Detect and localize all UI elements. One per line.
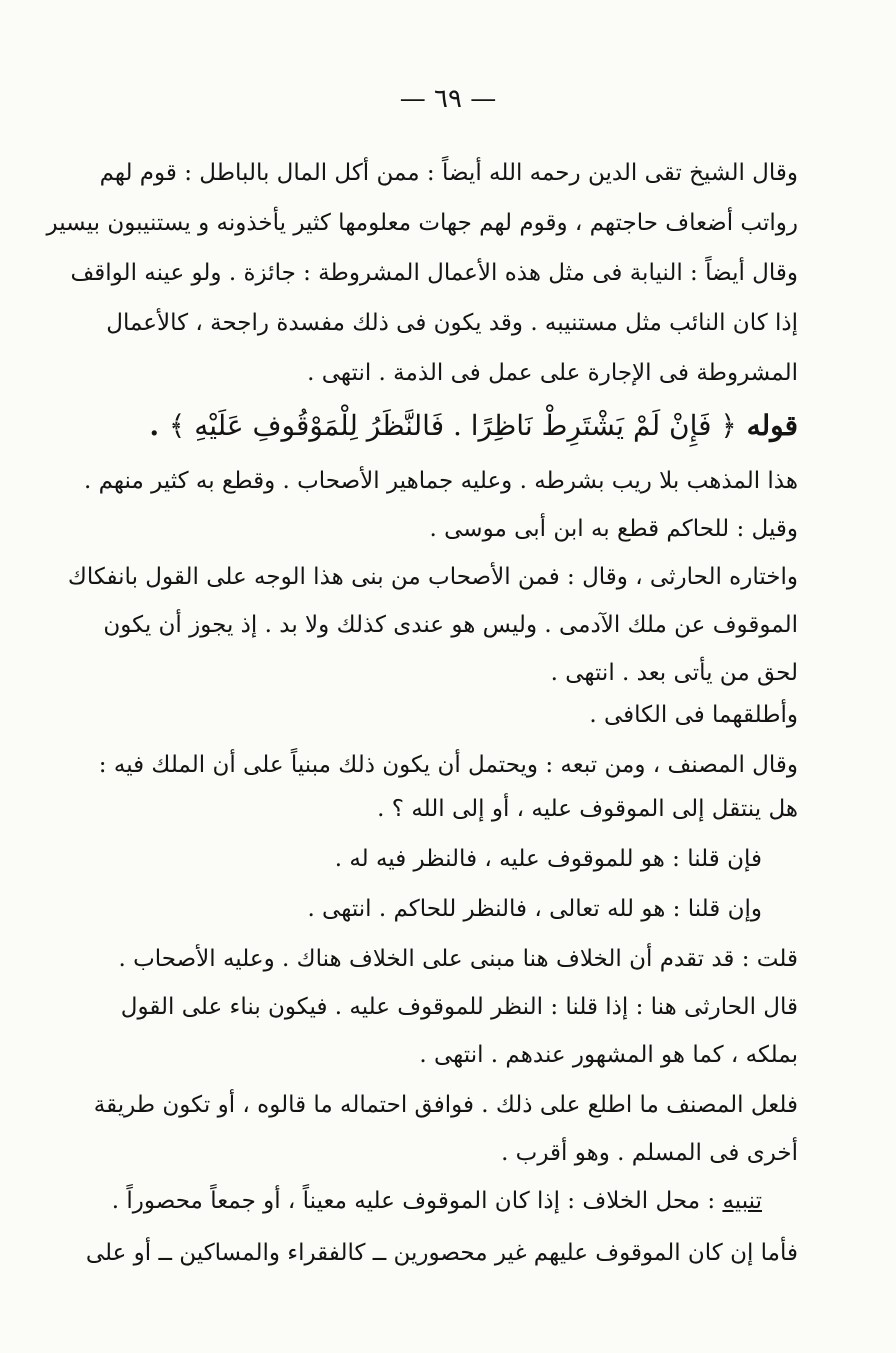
text-line: واختاره الحارثى ، وقال : فمن الأصحاب من بنى هذا الوجه على القول بانفكاك	[67, 564, 798, 590]
text-line: أخرى فى المسلم . وهو أقرب .	[501, 1140, 798, 1166]
verse-heading	[150, 400, 798, 452]
text-line: فلعل المصنف ما اطلع على ذلك . فوافق احتماله ما قالوه ، أو تكون طريقة	[93, 1092, 798, 1118]
heading-label: قوله	[746, 409, 798, 442]
text-line: إذا كان النائب مثل مستنيبه . وقد يكون فى ذلك مفسدة راجحة ، كالأعمال	[106, 310, 798, 336]
text-line: وقال المصنف ، ومن تبعه : ويحتمل أن يكون ذلك مبنياً على أن الملك فيه :	[98, 752, 798, 778]
note-label: تنبيه	[722, 1188, 762, 1214]
note-line	[111, 1176, 762, 1226]
note-text: : محل الخلاف : إذا كان الموقوف عليه معيناً ، أو جمعاً محصوراً .	[111, 1188, 723, 1214]
text-line: لحق من يأتى بعد . انتهى .	[550, 660, 798, 686]
text-line: هذا المذهب بلا ريب بشرطه . وعليه جماهير الأصحاب . وقطع به كثير منهم .	[84, 468, 798, 494]
text-line: فإن قلنا : هو للموقوف عليه ، فالنظر فيه له .	[334, 846, 762, 872]
text-line: هل ينتقل إلى الموقوف عليه ، أو إلى الله ؟ .	[377, 796, 798, 822]
page-number: — ٦٩ —	[399, 84, 497, 114]
text-line: المشروطة فى الإجارة على عمل فى الذمة . انتهى .	[307, 360, 798, 386]
text-line: وأطلقهما فى الكافى .	[589, 702, 798, 728]
text-line: فأما إن كان الموقوف عليهم غير محصورين ــ كالفقراء والمساكين ــ أو على	[85, 1240, 798, 1266]
text-line: وإن قلنا : هو لله تعالى ، فالنظر للحاكم . انتهى .	[307, 896, 762, 922]
text-line: قلت : قد تقدم أن الخلاف هنا مبنى على الخلاف هناك . وعليه الأصحاب .	[118, 946, 798, 972]
text-line: وقال أيضاً : النيابة فى مثل هذه الأعمال المشروطة : جائزة . ولو عينه الواقف	[70, 260, 798, 286]
text-line: قال الحارثى هنا : إذا قلنا : النظر للموقوف عليه . فيكون بناء على القول	[120, 994, 798, 1020]
text-line: الموقوف عن ملك الآدمى . وليس هو عندى كذلك ولا بد . إذ يجوز أن يكون	[103, 612, 798, 638]
text-line: وقال الشيخ تقى الدين رحمه الله أيضاً : ممن أكل المال بالباطل : قوم لهم	[99, 160, 798, 186]
text-line: رواتب أضعاف حاجتهم ، وقوم لهم جهات معلومها كثير يأخذونه و يستنيبون بيسير	[46, 210, 798, 236]
heading-suffix: .	[149, 409, 160, 442]
text-line: بملكه ، كما هو المشهور عندهم . انتهى .	[419, 1042, 798, 1068]
text-line: وقيل : للحاكم قطع به ابن أبى موسى .	[429, 516, 798, 542]
quoted-text: ﴿ فَإِنْ لَمْ يَشْتَرِطْ نَاظِرًا . فَالنَّظَرُ لِلْمَوْقُوفِ عَلَيْهِ ﴾	[168, 409, 737, 442]
